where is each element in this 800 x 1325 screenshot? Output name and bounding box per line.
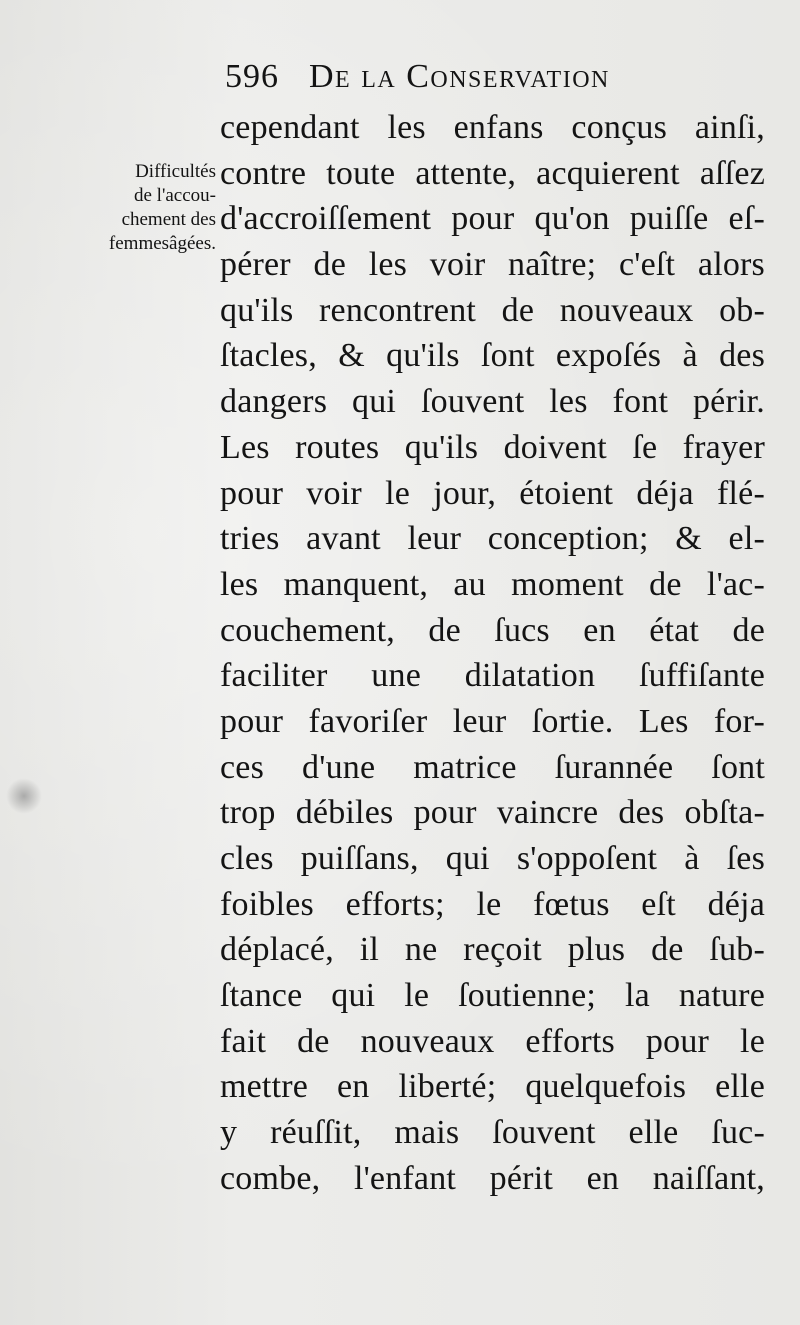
margin-note-line: femmesâgées. [108, 233, 216, 254]
text-line: qu'ils rencontrent de nouveaux ob- [220, 291, 765, 329]
running-title: De la Conservation [309, 58, 610, 95]
margin-note-line: chement des [121, 209, 216, 230]
text-line: ces d'une matrice ſurannée ſont [220, 748, 765, 786]
text-line: Les routes qu'ils doivent ſe frayer [220, 428, 765, 466]
text-line: pour voir le jour, étoient déja flé- [220, 474, 765, 512]
text-line: trop débiles pour vaincre des obſta- [220, 794, 765, 832]
margin-note [58, 160, 216, 256]
text-line: ſtance qui le ſoutienne; la nature [220, 977, 765, 1015]
text-line: pour favoriſer leur ſortie. Les for- [220, 702, 765, 740]
text-line: déplacé, il ne reçoit plus de ſub- [220, 931, 765, 969]
body-text [220, 105, 765, 1202]
text-line: dangers qui ſouvent les font périr. [220, 383, 765, 421]
text-line: mettre en liberté; quelquefois elle [220, 1068, 765, 1106]
page-header [225, 58, 695, 102]
text-line: faciliter une dilatation ſuffiſante [220, 657, 765, 695]
text-line: cependant les enfans conçus ainſi, [220, 109, 765, 146]
text-line: pérer de les voir naître; c'eſt alors [220, 246, 765, 284]
text-line: contre toute attente, acquierent aſſez [220, 154, 765, 192]
text-line: tries avant leur conception; & el- [220, 520, 765, 558]
ink-smudge [6, 778, 42, 814]
page-number: 596 [225, 58, 279, 95]
text-line: les manquent, au moment de l'ac- [220, 565, 765, 603]
text-line: fait de nouveaux efforts pour le [220, 1022, 765, 1060]
text-line: couchement, de ſucs en état de [220, 611, 765, 649]
text-line: ſtacles, & qu'ils ſont expoſés à des [220, 337, 765, 375]
text-line: y réuſſit, mais ſouvent elle ſuc- [220, 1114, 765, 1152]
margin-note-line: de l'accou- [133, 185, 216, 206]
text-line: foibles efforts; le fœtus eſt déja [220, 885, 765, 923]
margin-note-line: Difficultés [135, 161, 216, 182]
text-line: d'accroiſſement pour qu'on puiſſe eſ- [220, 200, 765, 238]
text-line: cles puiſſans, qui s'oppoſent à ſes [220, 840, 765, 877]
text-line: combe, l'enfant périt en naiſſant, [220, 1159, 765, 1197]
